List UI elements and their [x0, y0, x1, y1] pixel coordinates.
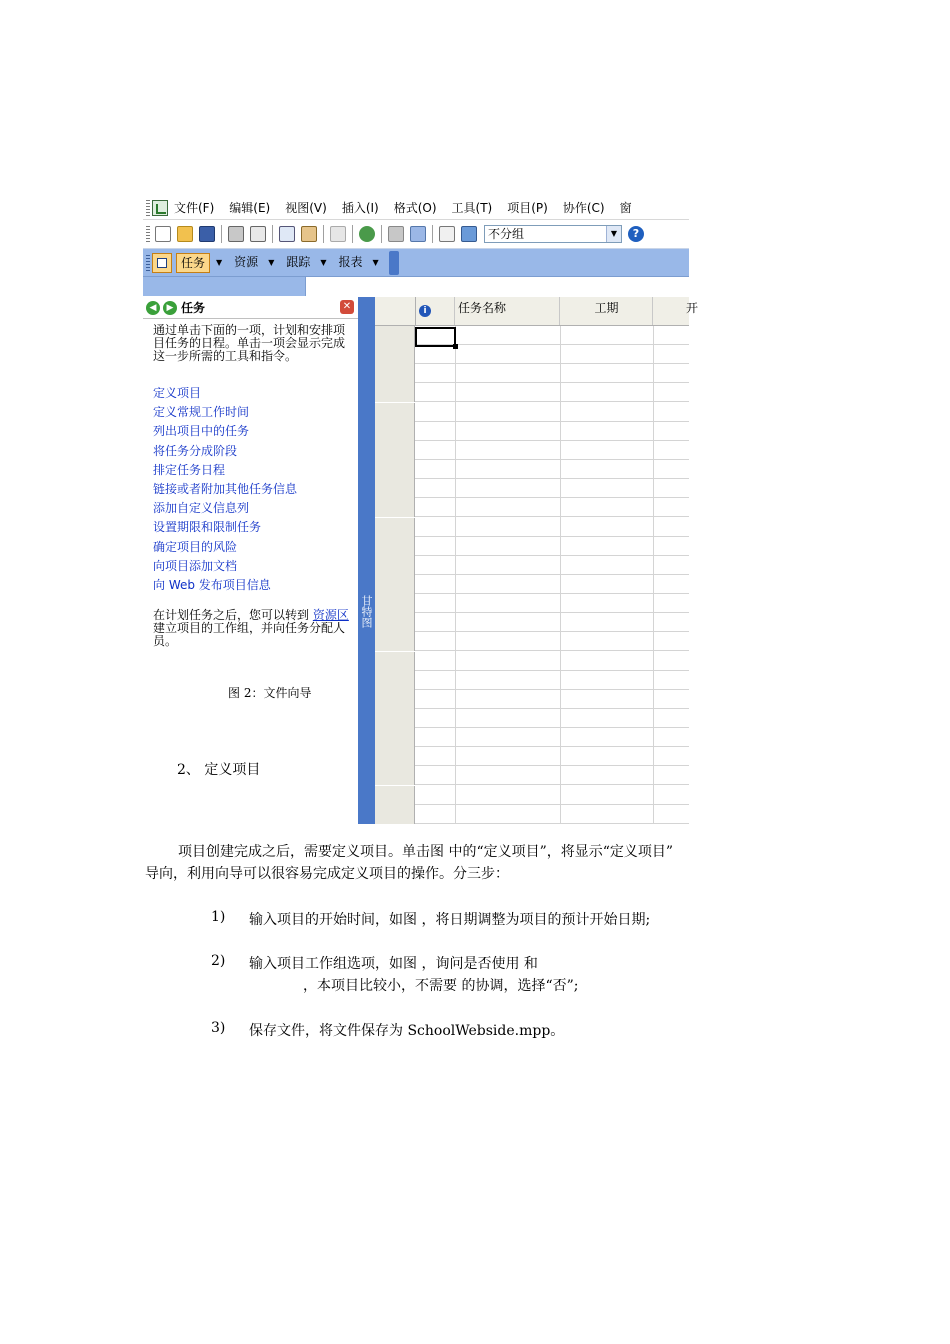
paste-icon[interactable]: [301, 226, 317, 242]
table-row[interactable]: [375, 690, 689, 709]
row-header[interactable]: [375, 460, 415, 479]
info-icon: i: [419, 305, 431, 317]
menu-format[interactable]: 格式(O): [393, 201, 437, 215]
table-header: [375, 297, 699, 326]
link-attach-info[interactable]: 链接或者附加其他任务信息: [153, 481, 298, 496]
duration-column-header[interactable]: 工期: [561, 297, 653, 325]
table-row[interactable]: [375, 383, 689, 402]
table-row[interactable]: [375, 632, 689, 651]
gantt-view-label[interactable]: 甘特图: [360, 595, 373, 628]
link-add-documents[interactable]: 向项目添加文档: [153, 558, 238, 573]
selected-cell[interactable]: [415, 327, 456, 347]
row-header[interactable]: [375, 498, 415, 517]
project-screenshot: [143, 196, 699, 824]
table-row[interactable]: [375, 728, 689, 747]
paragraph-line-2: 导向，利用向导可以很容易完成定义项目的操作。分三步：: [145, 866, 509, 882]
chevron-down-icon[interactable]: ▼: [320, 258, 327, 267]
figure-caption: 图 2：文件向导: [228, 686, 312, 700]
row-header[interactable]: [375, 537, 415, 556]
row-header[interactable]: [375, 728, 415, 747]
copy-icon[interactable]: [279, 226, 295, 242]
row-header[interactable]: [375, 518, 415, 537]
toolbar-options-icon[interactable]: [389, 251, 399, 275]
column-divider: [653, 326, 654, 824]
back-icon[interactable]: ◀: [146, 301, 160, 315]
forward-icon[interactable]: ▶: [163, 301, 177, 315]
column-divider: [455, 326, 456, 824]
row-header[interactable]: [375, 403, 415, 422]
save-icon[interactable]: [199, 226, 215, 242]
project-guide-toolbar: [143, 249, 689, 277]
print-icon[interactable]: [228, 226, 244, 242]
body-paragraph: [145, 841, 825, 885]
help-icon[interactable]: ?: [628, 226, 644, 242]
step-number: 2): [211, 953, 226, 969]
row-header[interactable]: [375, 652, 415, 671]
chevron-down-icon[interactable]: ▼: [268, 258, 275, 267]
table-row[interactable]: [375, 479, 689, 498]
row-header[interactable]: [375, 383, 415, 402]
guide-tasks-button[interactable]: 任务: [176, 253, 210, 273]
row-header[interactable]: [375, 613, 415, 632]
row-header[interactable]: [375, 326, 415, 345]
menu-window[interactable]: 窗: [619, 201, 632, 215]
row-header[interactable]: [375, 690, 415, 709]
table-row[interactable]: [375, 613, 689, 632]
menu-collaborate[interactable]: 协作(C): [562, 201, 605, 215]
chevron-down-icon[interactable]: ▼: [372, 258, 379, 267]
table-row[interactable]: [375, 345, 689, 364]
table-row[interactable]: [375, 537, 689, 556]
toolbar-separator: [432, 225, 433, 243]
show-guide-icon[interactable]: [152, 253, 172, 273]
toolbar-separator: [381, 225, 382, 243]
entry-field[interactable]: [305, 277, 689, 296]
link-schedule-tasks[interactable]: 排定任务日程: [153, 462, 226, 477]
split-task-icon[interactable]: [410, 226, 426, 242]
table-row[interactable]: [375, 786, 689, 805]
menu-project[interactable]: 项目(P): [507, 201, 548, 215]
entry-bar: [143, 277, 689, 296]
table-row[interactable]: [375, 805, 689, 824]
table-rows: [375, 326, 689, 824]
row-header[interactable]: [375, 805, 415, 824]
column-divider: [560, 326, 561, 824]
menubar-grip[interactable]: [146, 200, 150, 216]
task-name-column-header[interactable]: 任务名称: [455, 297, 560, 325]
table-row[interactable]: [375, 652, 689, 671]
standard-toolbar: [143, 220, 689, 249]
menu-bar: [143, 196, 689, 220]
guide-track-button[interactable]: 跟踪: [286, 254, 311, 269]
group-by-value: 不分组: [488, 227, 525, 241]
row-header[interactable]: [375, 479, 415, 498]
link-resources-area[interactable]: 资源区: [312, 608, 349, 622]
close-icon[interactable]: ✕: [340, 300, 354, 314]
step-text: 保存文件，将文件保存为 SchoolWebside.mpp。: [249, 1023, 565, 1039]
link-define-project[interactable]: 定义项目: [153, 386, 202, 400]
toolbar-grip[interactable]: [146, 255, 150, 271]
print-preview-icon[interactable]: [250, 226, 266, 242]
link-add-columns[interactable]: 添加自定义信息列: [153, 501, 250, 516]
row-header[interactable]: [375, 441, 415, 460]
task-table: [375, 297, 699, 824]
section-heading: 2、 定义项目: [177, 762, 261, 778]
table-row[interactable]: [375, 575, 689, 594]
step-number: 1): [211, 909, 226, 925]
menu-tools[interactable]: 工具(T): [451, 201, 493, 215]
guide-resources-button[interactable]: 资源: [234, 254, 259, 269]
chevron-down-icon[interactable]: ▼: [606, 226, 621, 242]
row-header[interactable]: [375, 594, 415, 613]
row-header[interactable]: [375, 575, 415, 594]
table-row[interactable]: [375, 671, 689, 690]
table-row[interactable]: [375, 556, 689, 575]
select-all-corner[interactable]: [375, 297, 416, 325]
start-column-header[interactable]: 开: [686, 301, 699, 315]
table-row[interactable]: [375, 518, 689, 537]
task-pane: [143, 297, 358, 824]
outro-text: 在计划任务之后，您可以转到: [153, 608, 310, 622]
menu-view[interactable]: 视图(V): [285, 201, 327, 215]
task-pane-intro: 通过单击下面的一项，计划和安排项目任务的日程。单击一项会显示完成这一步所需的工具和指令。: [153, 323, 346, 363]
task-pane-outro: [153, 609, 353, 648]
table-row[interactable]: [375, 498, 689, 517]
task-info-icon[interactable]: [439, 226, 455, 242]
table-row[interactable]: [375, 422, 689, 441]
table-row[interactable]: [375, 441, 689, 460]
table-row[interactable]: [375, 403, 689, 422]
toolbar-separator: [323, 225, 324, 243]
chevron-down-icon[interactable]: ▼: [216, 258, 223, 267]
app-icon[interactable]: [152, 200, 168, 216]
view-bar: [358, 297, 375, 824]
row-header[interactable]: [375, 632, 415, 651]
paragraph-line-1: 项目创建完成之后，需要定义项目。单击图 中的“定义项目”，将显示“定义项目”: [178, 844, 674, 860]
group-by-select[interactable]: [484, 225, 622, 243]
row-header[interactable]: [375, 422, 415, 441]
link-risks[interactable]: 确定项目的风险: [153, 539, 238, 554]
task-pane-links: [153, 385, 297, 596]
table-row[interactable]: [375, 364, 689, 383]
open-icon[interactable]: [177, 226, 193, 242]
menu-edit[interactable]: 编辑(E): [229, 201, 271, 215]
link-organize-phases[interactable]: 将任务分成阶段: [153, 443, 238, 458]
row-header[interactable]: [375, 709, 415, 728]
step-text: 输入项目的开始时间，如图 ，将日期调整为项目的预计开始日期;: [249, 912, 651, 928]
row-header[interactable]: [375, 364, 415, 383]
row-header[interactable]: [375, 556, 415, 575]
menu-insert[interactable]: 插入(I): [341, 201, 379, 215]
row-header[interactable]: [375, 766, 415, 785]
new-icon[interactable]: [155, 226, 171, 242]
task-pane-header: [143, 297, 358, 319]
undo-icon[interactable]: [330, 226, 346, 242]
table-row[interactable]: [375, 709, 689, 728]
toolbar-separator: [221, 225, 222, 243]
outro-text-2: 建立项目的工作组，并向任务分配人员。: [153, 621, 346, 648]
row-header[interactable]: [375, 747, 415, 766]
table-row[interactable]: [375, 747, 689, 766]
table-row[interactable]: [375, 766, 689, 785]
row-header[interactable]: [375, 345, 415, 364]
step-text: 输入项目工作组选项，如图 ，询问是否使用 和: [249, 956, 538, 972]
link-publish-web[interactable]: 向 Web 发布项目信息: [153, 577, 271, 592]
menu-file[interactable]: 文件(F): [174, 201, 215, 215]
link-list-tasks[interactable]: 列出项目中的任务: [153, 424, 250, 439]
guide-report-button[interactable]: 报表: [338, 254, 363, 269]
table-row[interactable]: [375, 594, 689, 613]
indicators-column-header[interactable]: [416, 297, 455, 325]
toolbar-grip[interactable]: [146, 226, 150, 242]
toolbar-separator: [352, 225, 353, 243]
step-number: 3): [211, 1020, 226, 1036]
link-tasks-icon[interactable]: [388, 226, 404, 242]
hyperlink-globe-icon[interactable]: [359, 226, 375, 242]
row-header[interactable]: [375, 786, 415, 805]
task-pane-title: 任务: [181, 301, 206, 315]
table-row[interactable]: [375, 460, 689, 479]
link-define-working-time[interactable]: 定义常规工作时间: [153, 405, 250, 420]
toolbar-separator: [272, 225, 273, 243]
step-text-line-2: ，本项目比较小，不需要 的协调，选择“否”;: [303, 978, 579, 994]
row-header[interactable]: [375, 671, 415, 690]
link-deadlines[interactable]: 设置期限和限制任务: [153, 520, 262, 535]
assign-resources-icon[interactable]: [461, 226, 477, 242]
